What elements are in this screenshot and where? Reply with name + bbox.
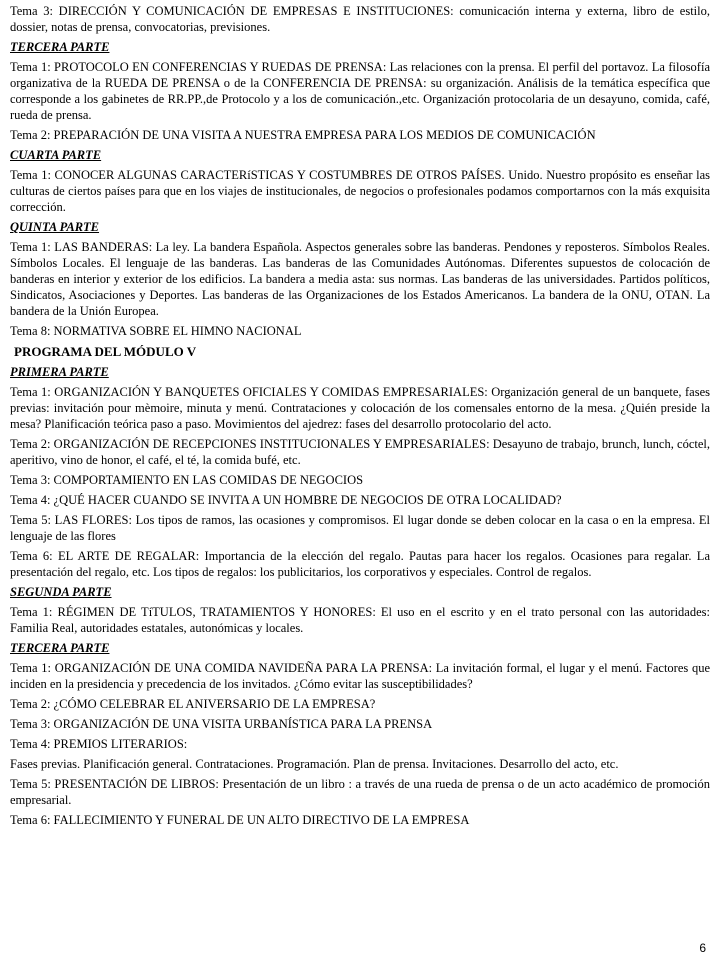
topic-paragraph: Tema 3: ORGANIZACIÓN DE UNA VISITA URBANÍSTICA PARA LA PRENSA — [10, 717, 433, 731]
topic-paragraph: Tema 1: LAS BANDERAS: La ley. La bandera Española. Aspectos generales sobre las banderas. Pendones y reposteros. Símbolos Reales. Símbolos Locales. El lenguaje de las banderas. Las banderas de las Comunidades Autónomas. Diferentes supuestos de colocación de banderas en interior y exterior de los edificios. La bandera a media asta: sus normas. Las banderas de las universidades. Partidos políticos, Sindicatos, Asociaciones y Deportes. Las banderas de las Organizaciones de los Estados Americanos. La bandera de la ONU, OTAN. La bandera de la Unión Europea. — [10, 240, 710, 318]
topic-paragraph: Tema 5: PRESENTACIÓN DE LIBROS: Presentación de un libro : a través de una rueda de prensa o de un acto académico de promoción empresarial. — [10, 777, 710, 807]
topic-paragraph: Tema 1: RÉGIMEN DE TíTULOS, TRATAMIENTOS Y HONORES: El uso en el escrito y en el trato personal con las autoridades: Familia Real, autoridades estatales, autonómicas y locales. — [10, 605, 710, 635]
topic-paragraph: Tema 6: FALLECIMIENTO Y FUNERAL DE UN ALTO DIRECTIVO DE LA EMPRESA — [10, 813, 470, 827]
topic-paragraph: Tema 2: ¿CÓMO CELEBRAR EL ANIVERSARIO DE LA EMPRESA? — [10, 697, 376, 711]
page-number: 6 — [699, 941, 706, 955]
section-heading: QUINTA PARTE — [10, 220, 100, 234]
topic-paragraph: Tema 2: PREPARACIÓN DE UNA VISITA A NUESTRA EMPRESA PARA LOS MEDIOS DE COMUNICACIÓN — [10, 128, 596, 142]
section-heading: PRIMERA PARTE — [10, 365, 109, 379]
topic-paragraph: Tema 2: ORGANIZACIÓN DE RECEPCIONES INSTITUCIONALES Y EMPRESARIALES: Desayuno de trabajo, brunch, lunch, cóctel, aperitivo, vino de honor, el café, el té, la comida bufé, etc. — [10, 437, 710, 467]
topic-paragraph: Tema 1: CONOCER ALGUNAS CARACTERíSTICAS Y COSTUMBRES DE OTROS PAÍSES. Unido. Nuestro propósito es enseñar las culturas de ciertos países para que en los viajes de institucionales, de negocios o profesionales podamos comportarnos con la más exquisita corrección. — [10, 168, 710, 214]
topic-paragraph: Tema 5: LAS FLORES: Los tipos de ramos, las ocasiones y compromisos. El lugar donde se deben colocar en la casa o en la empresa. El lenguaje de las flores — [10, 513, 710, 543]
topic-paragraph: Tema 3: DIRECCIÓN Y COMUNICACIÓN DE EMPRESAS E INSTITUCIONES: comunicación interna y externa, libro de estilo, dossier, notas de prensa, convocatorias, previsiones. — [10, 4, 710, 34]
document-body — [10, 3, 710, 828]
section-heading: CUARTA PARTE — [10, 148, 102, 162]
topic-paragraph: Tema 4: PREMIOS LITERARIOS: — [10, 737, 188, 751]
section-heading: SEGUNDA PARTE — [10, 585, 112, 599]
module-title: PROGRAMA DEL MÓDULO V — [14, 344, 197, 359]
topic-paragraph: Tema 4: ¿QUÉ HACER CUANDO SE INVITA A UN HOMBRE DE NEGOCIOS DE OTRA LOCALIDAD? — [10, 493, 562, 507]
topic-paragraph: Tema 1: ORGANIZACIÓN Y BANQUETES OFICIALES Y COMIDAS EMPRESARIALES: Organización general de un banquete, fases previas: invitación pour mèmoire, minuta y menú. Contrataciones y colocación de los comensales entorno de la mesa. ¿Quién preside la mesa? Planificación teórica paso a paso. Movimientos del ajedrez: fases del desarrollo protocolario del acto. — [10, 385, 710, 431]
topic-paragraph: Tema 3: COMPORTAMIENTO EN LAS COMIDAS DE NEGOCIOS — [10, 473, 364, 487]
section-heading: TERCERA PARTE — [10, 40, 110, 54]
topic-paragraph: Fases previas. Planificación general. Contrataciones. Programación. Plan de prensa. Invitaciones. Desarrollo del acto, etc. — [10, 757, 619, 771]
topic-paragraph: Tema 8: NORMATIVA SOBRE EL HIMNO NACIONAL — [10, 324, 302, 338]
topic-paragraph: Tema 1: PROTOCOLO EN CONFERENCIAS Y RUEDAS DE PRENSA: Las relaciones con la prensa. El perfil del portavoz. La filosofía organizativa de la RUEDA DE PRENSA o de la CONFERENCIA DE PRENSA: su organización. Análisis de la temática específica que corresponde a los gabinetes de RR.PP.,de Protocolo y a los de comunicación.,etc. Organización protocolaria de un desayuno, comida, café, rueda de prensa. — [10, 60, 710, 122]
topic-paragraph: Tema 1: ORGANIZACIÓN DE UNA COMIDA NAVIDEÑA PARA LA PRENSA: La invitación formal, el lugar y el menú. Factores que inciden en la presidencia y precedencia de los invitados. ¿Cómo evitar las susceptibilidades? — [10, 661, 710, 691]
section-heading: TERCERA PARTE — [10, 641, 110, 655]
topic-paragraph: Tema 6: EL ARTE DE REGALAR: Importancia de la elección del regalo. Pautas para hacer los regalos. Ocasiones para regalar. La presentación del regalo, etc. Los tipos de regalos: los publicitarios, los corporativos y especiales. Control de regalos. — [10, 549, 710, 579]
